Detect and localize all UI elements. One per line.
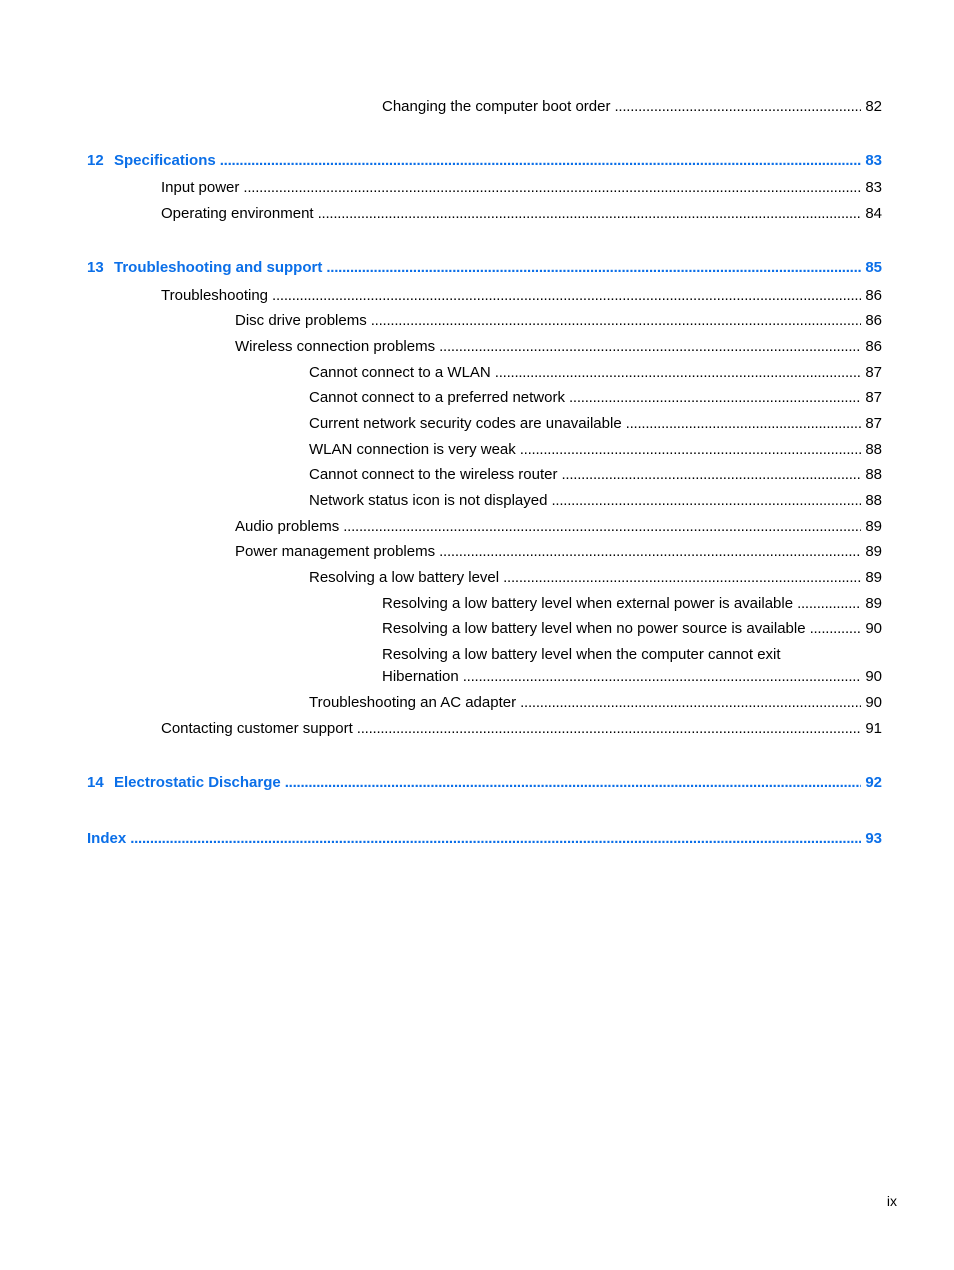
toc-entry[interactable] (309, 492, 882, 510)
toc-entry-title: Cannot connect to a WLAN (309, 364, 491, 381)
toc-entry-title: Operating environment (161, 205, 314, 222)
toc-entry[interactable] (382, 98, 882, 116)
chapter-page: 92 (865, 774, 882, 791)
toc-entry-title: Resolving a low battery level when external power is available (382, 595, 794, 612)
toc-entry-page: 90 (865, 694, 882, 711)
toc-entry[interactable] (235, 338, 882, 356)
toc-entry-title: Input power (161, 179, 240, 196)
dot-leader (626, 415, 862, 433)
toc-entry-title: Wireless connection problems (235, 338, 436, 355)
chapter-title: Index (87, 830, 127, 847)
dot-leader (797, 595, 861, 613)
toc-entry[interactable] (235, 312, 882, 330)
dot-leader (569, 389, 861, 407)
dot-leader (285, 774, 862, 792)
toc-entry[interactable] (161, 720, 882, 738)
dot-leader (371, 312, 862, 330)
toc-entry-page: 86 (865, 312, 882, 329)
toc-entry-title: Changing the computer boot order (382, 98, 611, 115)
toc-entry-title: WLAN connection is very weak (309, 441, 516, 458)
page-number: ix (886, 1193, 897, 1209)
toc-entry-page: 82 (865, 98, 882, 115)
chapter-title: Troubleshooting and support (114, 259, 323, 276)
toc-entry[interactable] (309, 415, 882, 433)
dot-leader (810, 620, 862, 638)
dot-leader (463, 668, 862, 686)
toc-entry[interactable] (382, 668, 882, 686)
toc-entry-page: 89 (865, 569, 882, 586)
toc-entry-title: Troubleshooting (161, 287, 269, 304)
toc-entry[interactable] (235, 518, 882, 536)
toc-entry[interactable] (161, 287, 882, 305)
toc-entry-title: Power management problems (235, 543, 436, 560)
toc-entry-page: 88 (865, 492, 882, 509)
chapter-title: Electrostatic Discharge (114, 774, 281, 791)
toc-entry-page: 88 (865, 441, 882, 458)
toc-entry-page: 87 (865, 364, 882, 381)
dot-leader (439, 338, 861, 356)
toc-chapter-13[interactable] (87, 259, 882, 277)
toc-entry-title: Audio problems (235, 518, 340, 535)
dot-leader (326, 259, 861, 277)
dot-leader (503, 569, 861, 587)
toc-entry-page: 89 (865, 595, 882, 612)
toc-entry-page: 91 (865, 720, 882, 737)
toc-entry-title: Contacting customer support (161, 720, 353, 737)
chapter-page: 83 (865, 152, 882, 169)
chapter-page: 85 (865, 259, 882, 276)
toc-entry-page: 89 (865, 518, 882, 535)
chapter-number: 13 (87, 259, 104, 276)
dot-leader (130, 830, 861, 848)
dot-leader (357, 720, 862, 738)
chapter-title: Specifications (114, 152, 216, 169)
dot-leader (439, 543, 861, 561)
toc-entry[interactable] (235, 543, 882, 561)
toc-entry-page: 86 (865, 287, 882, 304)
toc-entry-title: Resolving a low battery level (309, 569, 500, 586)
toc-entry[interactable] (309, 694, 882, 712)
toc-entry-title: Cannot connect to the wireless router (309, 466, 558, 483)
toc-entry-title: Troubleshooting an AC adapter (309, 694, 517, 711)
toc-entry-page: 87 (865, 415, 882, 432)
toc-entry-page: 90 (865, 620, 882, 637)
chapter-number: 14 (87, 774, 104, 791)
chapter-page: 93 (865, 830, 882, 847)
toc-entry-title: Disc drive problems (235, 312, 367, 329)
dot-leader (551, 492, 861, 510)
toc-entry[interactable] (161, 205, 882, 223)
toc-entry-title-line1[interactable]: Resolving a low battery level when the computer cannot exit (382, 646, 781, 663)
toc-chapter-14[interactable] (87, 774, 882, 792)
toc-entry-page: 86 (865, 338, 882, 355)
toc-entry[interactable] (382, 620, 882, 638)
toc-entry[interactable] (309, 466, 882, 484)
dot-leader (495, 364, 862, 382)
toc-entry-page: 83 (865, 179, 882, 196)
toc-entry-title: Hibernation (382, 668, 459, 685)
toc-entry[interactable] (382, 595, 882, 613)
toc-entry-title: Cannot connect to a preferred network (309, 389, 565, 406)
toc-entry[interactable] (161, 179, 882, 197)
dot-leader (318, 205, 862, 223)
toc-entry[interactable] (309, 389, 882, 407)
toc-entry-title: Resolving a low battery level when no power source is available (382, 620, 806, 637)
toc-entry[interactable] (309, 441, 882, 459)
dot-leader (343, 518, 861, 536)
dot-leader (243, 179, 861, 197)
dot-leader (272, 287, 861, 305)
dot-leader (220, 152, 862, 170)
dot-leader (561, 466, 861, 484)
toc-entry[interactable] (309, 364, 882, 382)
toc-entry[interactable] (309, 569, 882, 587)
toc-chapter-12[interactable] (87, 152, 882, 170)
toc-entry-page: 89 (865, 543, 882, 560)
toc-entry-page: 84 (865, 205, 882, 222)
dot-leader (520, 694, 861, 712)
toc-entry-page: 88 (865, 466, 882, 483)
toc-entry-title: Network status icon is not displayed (309, 492, 548, 509)
toc-index[interactable] (87, 830, 882, 848)
toc-entry-title: Current network security codes are unavailable (309, 415, 622, 432)
chapter-number: 12 (87, 152, 104, 169)
toc-entry-page: 87 (865, 389, 882, 406)
dot-leader (520, 441, 862, 459)
toc-entry-page: 90 (865, 668, 882, 685)
dot-leader (614, 98, 861, 116)
